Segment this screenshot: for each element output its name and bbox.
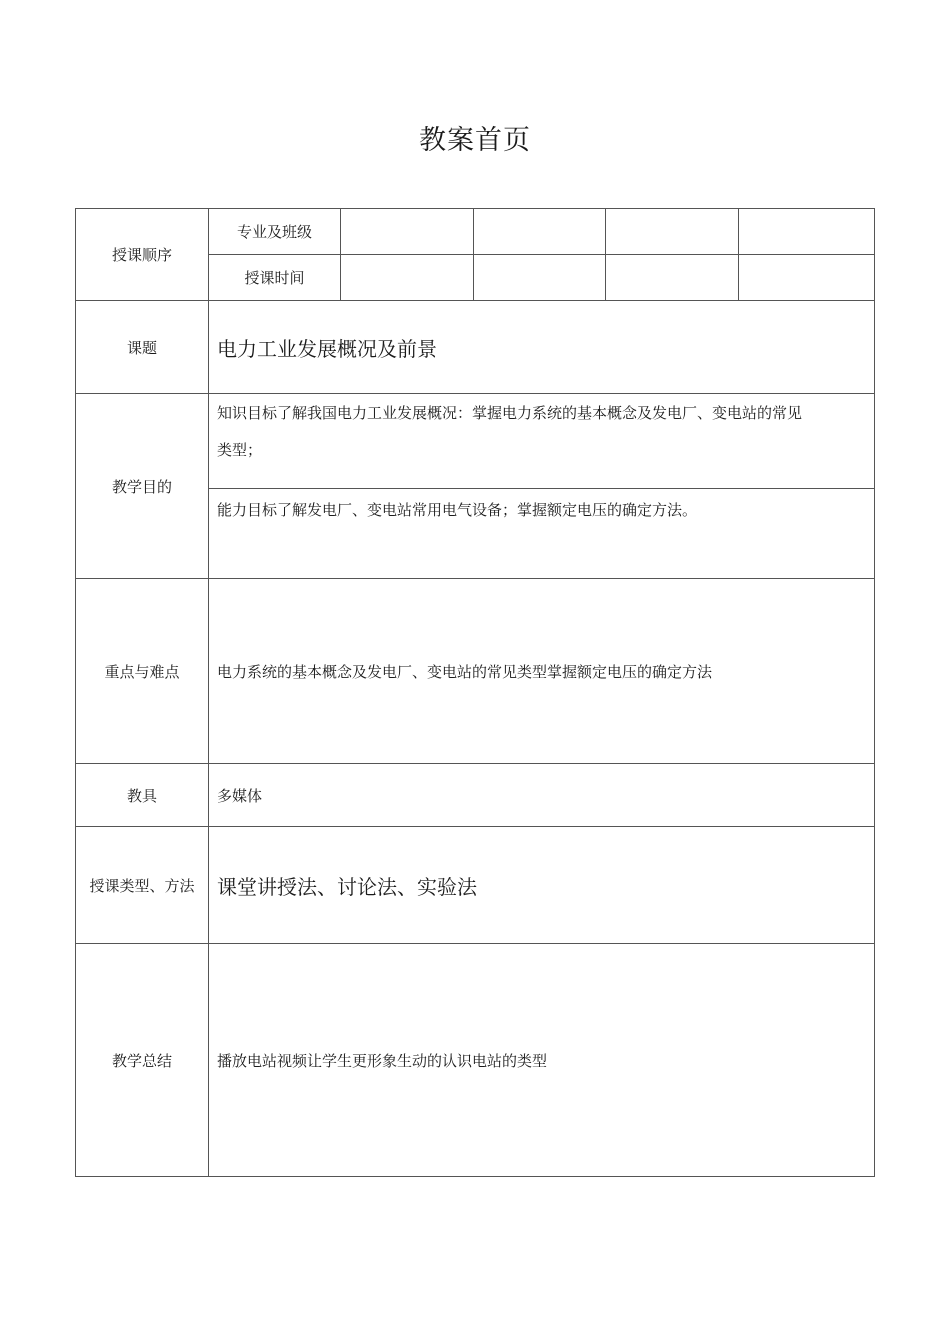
time-cell-1[interactable] — [341, 255, 474, 301]
knowledge-objective-tail: 类型； — [217, 441, 263, 459]
key-points-label: 重点与难点 — [76, 579, 209, 764]
page-title: 教案首页 — [419, 125, 531, 156]
time-cell-3[interactable] — [606, 255, 739, 301]
time-cell-2[interactable] — [474, 255, 606, 301]
tools-value: 多媒体 — [209, 764, 875, 827]
class-row — [76, 209, 875, 255]
knowledge-objective — [209, 394, 875, 489]
topic-label: 课题 — [76, 301, 209, 394]
ability-objective: 能力目标了解发电厂、变电站常用电气设备；掌握额定电压的确定方法。 — [209, 489, 875, 579]
methods-value: 课堂讲授法、讨论法、实验法 — [209, 827, 875, 944]
objectives-label: 教学目的 — [76, 394, 209, 579]
time-cell-4[interactable] — [739, 255, 875, 301]
key-points-row — [76, 579, 875, 764]
key-points-value: 电力系统的基本概念及发电厂、变电站的常见类型掌握额定电压的确定方法 — [209, 579, 875, 764]
lesson-plan-table — [75, 208, 875, 1177]
knowledge-objective-text: 知识目标了解我国电力工业发展概况：掌握电力系统的基本概念及发电厂、变电站的常见 — [217, 404, 803, 422]
topic-value: 电力工业发展概况及前景 — [209, 301, 875, 394]
tools-label: 教具 — [76, 764, 209, 827]
methods-row — [76, 827, 875, 944]
summary-value: 播放电站视频让学生更形象生动的认识电站的类型 — [209, 944, 875, 1177]
tools-row — [76, 764, 875, 827]
class-cell-2[interactable] — [474, 209, 606, 255]
class-label: 专业及班级 — [209, 209, 341, 255]
time-label: 授课时间 — [209, 255, 341, 301]
summary-label: 教学总结 — [76, 944, 209, 1177]
class-cell-1[interactable] — [341, 209, 474, 255]
methods-label: 授课类型、方法 — [76, 827, 209, 944]
class-cell-3[interactable] — [606, 209, 739, 255]
topic-row — [76, 301, 875, 394]
class-cell-4[interactable] — [739, 209, 875, 255]
order-label: 授课顺序 — [76, 209, 209, 301]
objective-row-knowledge — [76, 394, 875, 489]
summary-row — [76, 944, 875, 1177]
